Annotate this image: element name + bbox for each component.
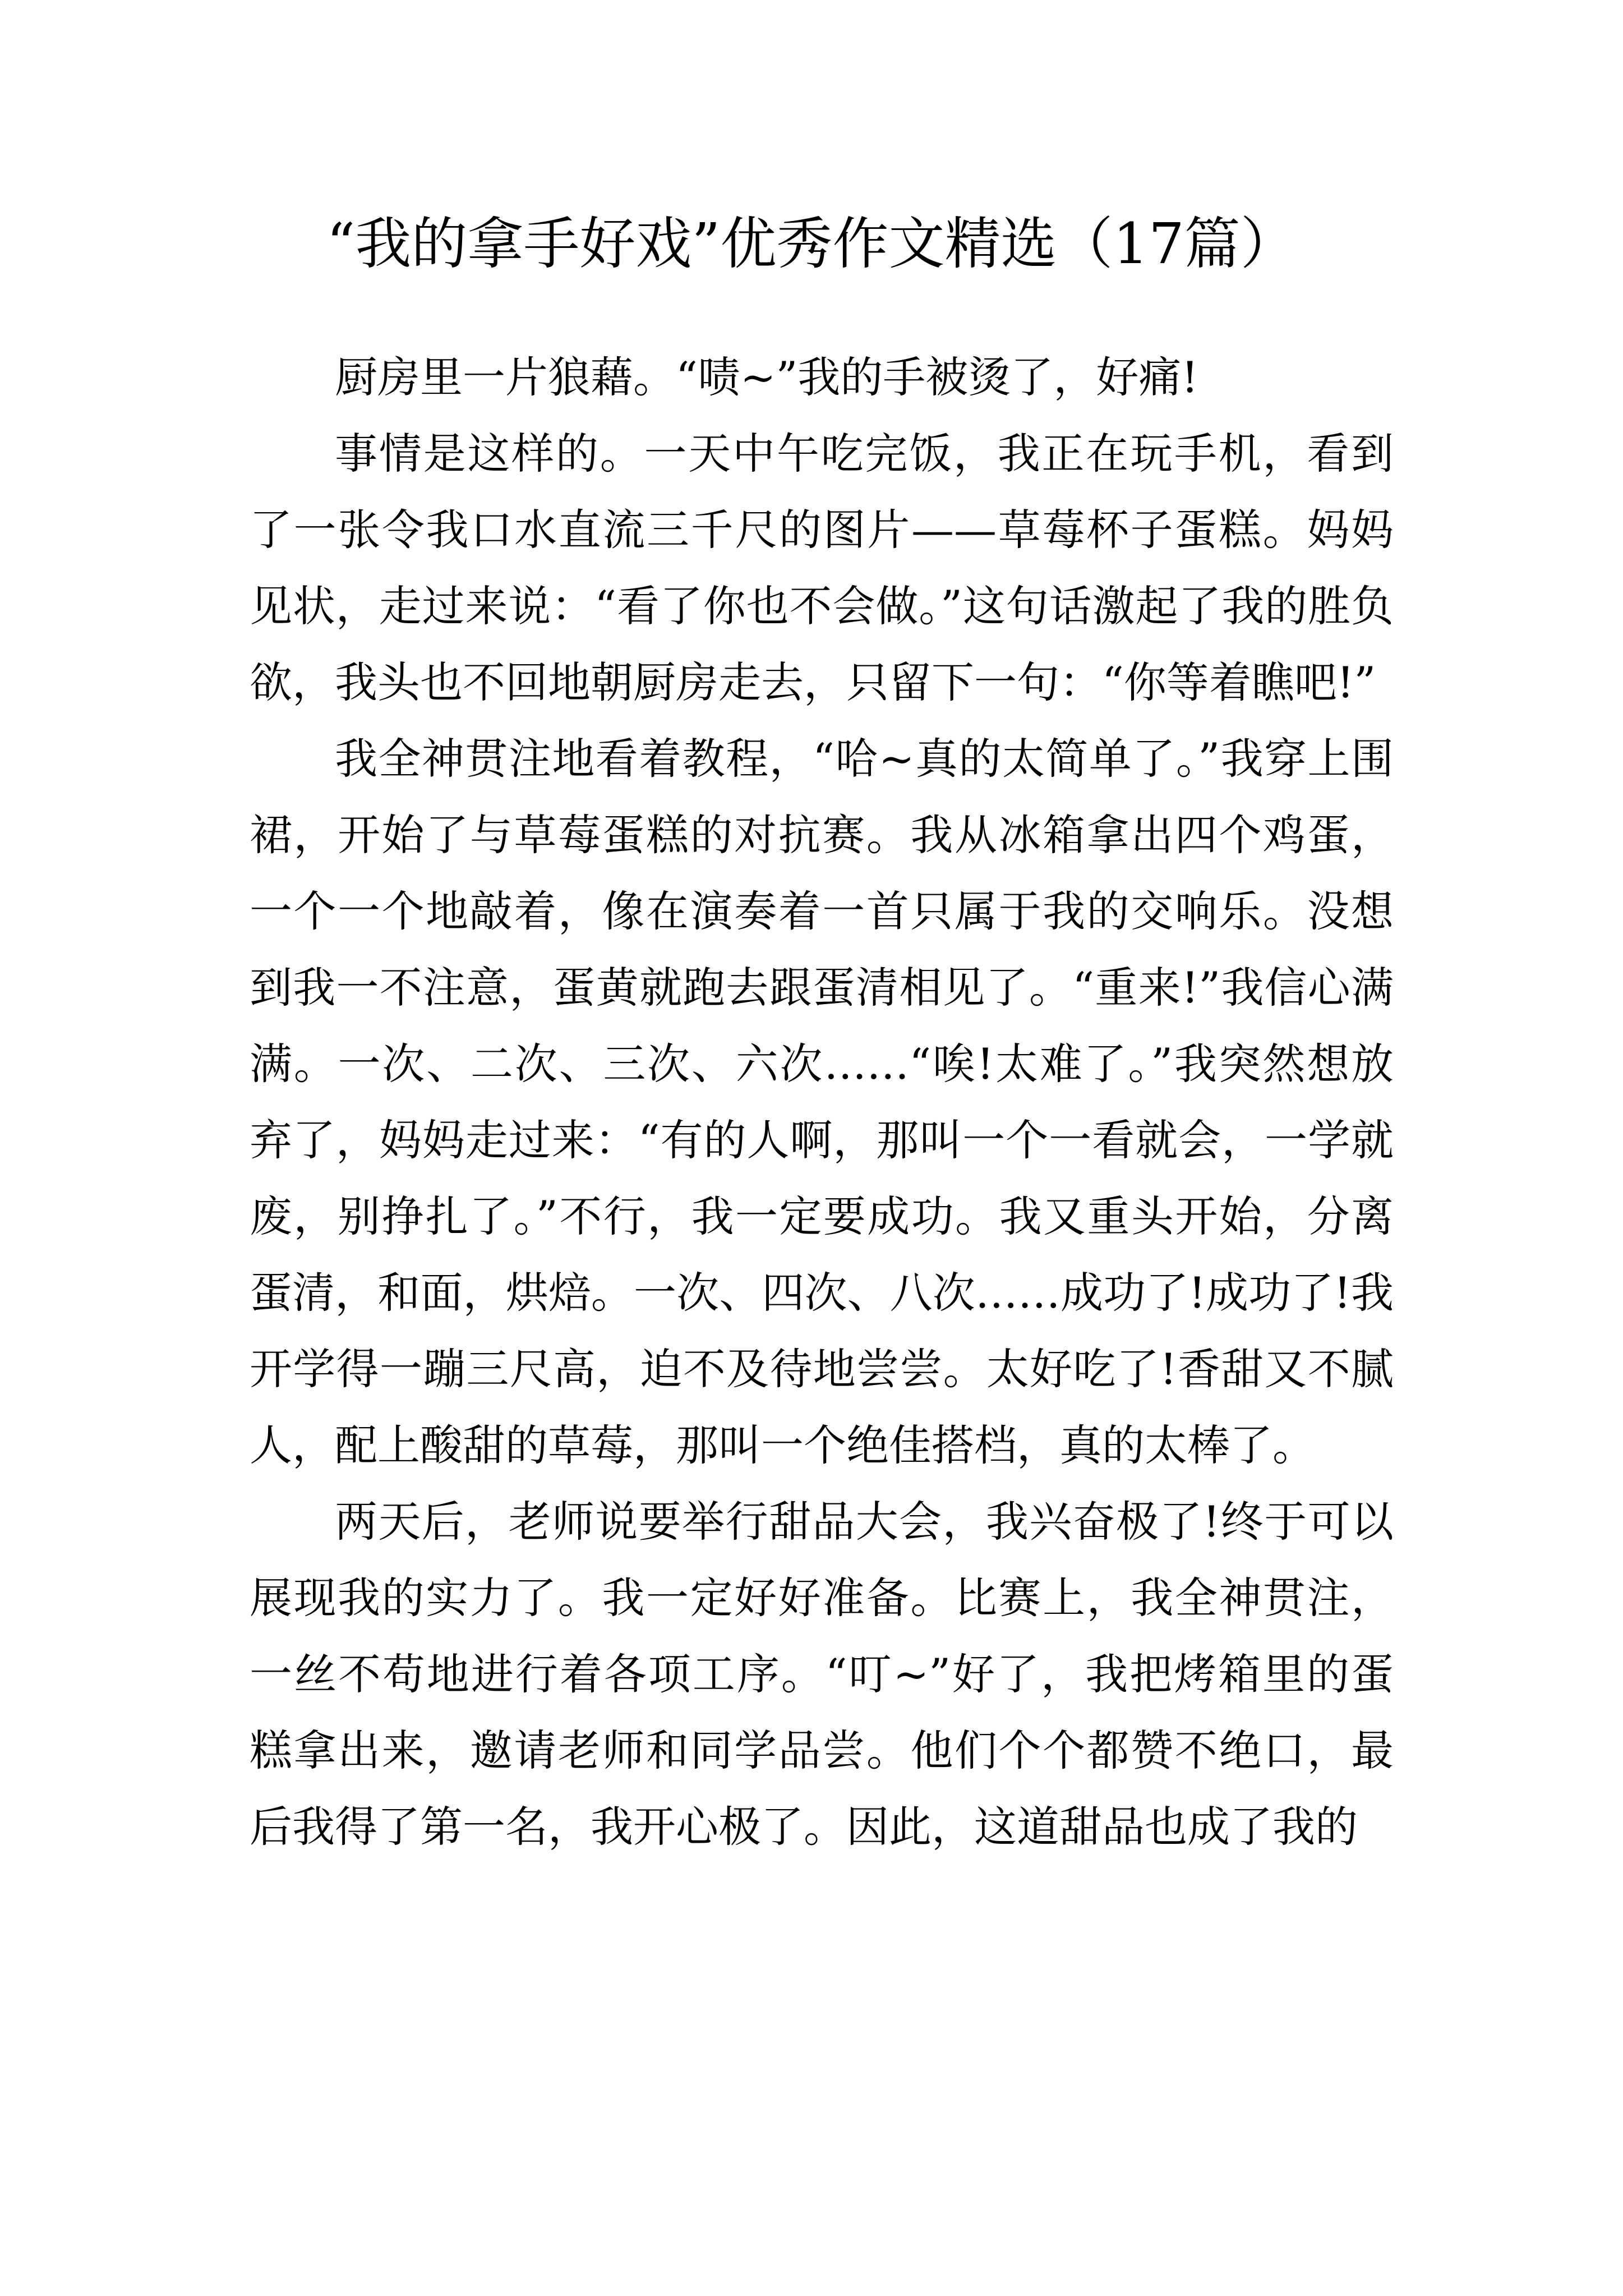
paragraph: 我全神贯注地看着教程，“哈~真的太简单了。”我穿上围裙，开始了与草莓蛋糕的对抗赛。我从冰箱拿出四个鸡蛋，一个一个地敲着，像在演奏着一首只属于我的交响乐。没想到我一不注意，蛋黄就跑去跟蛋清相见了。“重来!”我信心满满。一次、二次、三次、六次……“唉!太难了。”我突然想放弃了，妈妈走过来：“有的人啊，那叫一个一看就会，一学就废，别挣扎了。”不行，我一定要成功。我又重头开始，分离蛋清，和面，烘焙。一次、四次、八次……成功了!成功了!我开学得一蹦三尺高，迫不及待地尝尝。太好吃了!香甜又不腻人，配上酸甜的草莓，那叫一个绝佳搭档，真的太棒了。: [250, 734, 1394, 1470]
document-title: “我的拿手好戏”优秀作文精选（17篇）: [326, 211, 1297, 277]
paragraph: 事情是这样的。一天中午吃完饭，我正在玩手机，看到了一张令我口水直流三千尺的图片——草莓杯子蛋糕。妈妈见状，走过来说：“看了你也不会做。”这句话激起了我的胜负欲，我头也不回地朝厨房走去，只留下一句：“你等着瞧吧!”: [250, 429, 1394, 707]
paragraph: 厨房里一片狼藉。“啧~”我的手被烫了，好痛!: [335, 352, 1198, 402]
document-body: [250, 339, 1394, 1865]
paragraph: 两天后，老师说要举行甜品大会，我兴奋极了!终于可以展现我的实力了。我一定好好准备。比赛上，我全神贯注，一丝不苟地进行着各项工序。“叮~”好了，我把烤箱里的蛋糕拿出来，邀请老师和同学品尝。他们个个都赞不绝口，最后我得了第一名，我开心极了。因此，这道甜品也成了我的: [250, 1497, 1394, 1852]
